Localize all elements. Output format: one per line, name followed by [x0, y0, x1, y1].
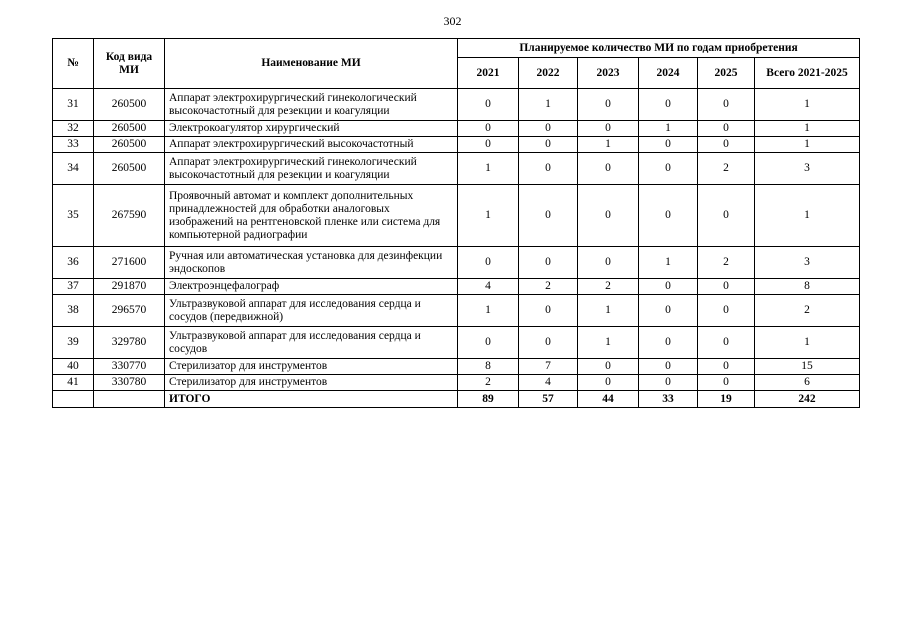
total-value-2025: 19	[698, 391, 755, 408]
row-value-2022: 7	[519, 359, 578, 375]
row-value-2021: 0	[458, 247, 519, 279]
row-value-2023: 0	[578, 153, 639, 185]
table-row	[53, 121, 860, 137]
table-row	[53, 375, 860, 391]
total-value-all: 242	[755, 391, 860, 408]
row-code-cell: 260500	[94, 121, 165, 137]
row-code-cell: 330780	[94, 375, 165, 391]
row-name-cell: Ультразвуковой аппарат для исследования сердца и сосудов (передвижной)	[165, 295, 458, 327]
row-name-cell: Аппарат электрохирургический высокочастотный	[165, 137, 458, 153]
total-value-2021: 89	[458, 391, 519, 408]
row-value-2023: 2	[578, 279, 639, 295]
total-label: ИТОГО	[165, 391, 458, 408]
header-year-2022: 2022	[519, 58, 578, 89]
row-value-2023: 0	[578, 185, 639, 247]
table-row	[53, 153, 860, 185]
row-value-2024: 1	[639, 247, 698, 279]
row-value-2025: 0	[698, 359, 755, 375]
row-value-2021: 2	[458, 375, 519, 391]
row-name-cell: Стерилизатор для инструментов	[165, 359, 458, 375]
row-value-2024: 0	[639, 327, 698, 359]
row-code-cell: 260500	[94, 137, 165, 153]
row-value-2023: 1	[578, 327, 639, 359]
row-code-cell: 260500	[94, 153, 165, 185]
row-value-2022: 0	[519, 327, 578, 359]
row-value-2024: 0	[639, 153, 698, 185]
table-body	[53, 89, 860, 391]
row-value-2022: 4	[519, 375, 578, 391]
row-value-2021: 0	[458, 121, 519, 137]
row-value-2025: 2	[698, 153, 755, 185]
row-value-total: 1	[755, 137, 860, 153]
row-value-2025: 0	[698, 121, 755, 137]
header-year-2024: 2024	[639, 58, 698, 89]
row-code-cell: 329780	[94, 327, 165, 359]
row-value-2021: 0	[458, 327, 519, 359]
total-code-cell	[94, 391, 165, 408]
row-value-2021: 8	[458, 359, 519, 375]
row-value-total: 8	[755, 279, 860, 295]
row-value-2022: 1	[519, 89, 578, 121]
header-year-2025: 2025	[698, 58, 755, 89]
row-code-cell: 296570	[94, 295, 165, 327]
row-value-2024: 0	[639, 359, 698, 375]
row-num-cell: 35	[53, 185, 94, 247]
total-row	[53, 391, 860, 408]
row-value-2024: 0	[639, 295, 698, 327]
row-code-cell: 267590	[94, 185, 165, 247]
row-name-cell: Аппарат электрохирургический гинекологический высокочастотный для резекции и коагуляции	[165, 89, 458, 121]
row-value-2025: 0	[698, 185, 755, 247]
row-value-total: 3	[755, 247, 860, 279]
row-value-2025: 0	[698, 137, 755, 153]
row-value-2024: 0	[639, 185, 698, 247]
row-num-cell: 40	[53, 359, 94, 375]
total-value-2023: 44	[578, 391, 639, 408]
row-num-cell: 34	[53, 153, 94, 185]
row-value-2022: 0	[519, 247, 578, 279]
row-value-2023: 1	[578, 137, 639, 153]
row-value-2023: 0	[578, 247, 639, 279]
row-num-cell: 33	[53, 137, 94, 153]
row-value-2022: 0	[519, 185, 578, 247]
row-num-cell: 36	[53, 247, 94, 279]
row-value-2025: 0	[698, 327, 755, 359]
row-value-2022: 0	[519, 121, 578, 137]
row-value-total: 15	[755, 359, 860, 375]
row-value-total: 3	[755, 153, 860, 185]
row-value-2022: 2	[519, 279, 578, 295]
row-code-cell: 291870	[94, 279, 165, 295]
row-code-cell: 260500	[94, 89, 165, 121]
row-value-2025: 0	[698, 375, 755, 391]
row-value-2023: 0	[578, 121, 639, 137]
total-value-2024: 33	[639, 391, 698, 408]
row-value-2021: 1	[458, 295, 519, 327]
row-name-cell: Электроэнцефалограф	[165, 279, 458, 295]
row-value-2025: 2	[698, 247, 755, 279]
row-name-cell: Проявочный автомат и комплект дополнительных принадлежностей для обработки аналоговых изображений на рентгеновской пленке или система для компьютерной радиографии	[165, 185, 458, 247]
row-num-cell: 38	[53, 295, 94, 327]
row-value-total: 1	[755, 89, 860, 121]
header-num: №	[53, 39, 94, 89]
row-value-total: 2	[755, 295, 860, 327]
row-num-cell: 37	[53, 279, 94, 295]
header-code: Код вида МИ	[94, 39, 165, 89]
row-value-total: 6	[755, 375, 860, 391]
row-name-cell: Электрокоагулятор хирургический	[165, 121, 458, 137]
row-value-2024: 0	[639, 279, 698, 295]
row-num-cell: 39	[53, 327, 94, 359]
header-planned: Планируемое количество МИ по годам приобретения	[458, 39, 860, 58]
page-number: 302	[443, 14, 462, 28]
row-value-2022: 0	[519, 153, 578, 185]
row-num-cell: 31	[53, 89, 94, 121]
table-row	[53, 137, 860, 153]
row-value-total: 1	[755, 121, 860, 137]
row-num-cell: 41	[53, 375, 94, 391]
total-num-cell	[53, 391, 94, 408]
row-name-cell: Ручная или автоматическая установка для дезинфекции эндоскопов	[165, 247, 458, 279]
row-num-cell: 32	[53, 121, 94, 137]
row-value-2025: 0	[698, 89, 755, 121]
row-value-total: 1	[755, 185, 860, 247]
row-value-2025: 0	[698, 279, 755, 295]
row-name-cell: Ультразвуковой аппарат для исследования сердца и сосудов	[165, 327, 458, 359]
row-value-2023: 0	[578, 359, 639, 375]
header-year-2023: 2023	[578, 58, 639, 89]
table-row	[53, 327, 860, 359]
row-value-2023: 1	[578, 295, 639, 327]
row-value-2024: 1	[639, 121, 698, 137]
total-value-2022: 57	[519, 391, 578, 408]
header-total-years: Всего 2021-2025	[755, 58, 860, 89]
row-value-2021: 1	[458, 185, 519, 247]
table-row	[53, 185, 860, 247]
row-value-2022: 0	[519, 295, 578, 327]
row-value-2023: 0	[578, 89, 639, 121]
header-year-2021: 2021	[458, 58, 519, 89]
row-value-2024: 0	[639, 89, 698, 121]
row-value-2025: 0	[698, 295, 755, 327]
row-value-2023: 0	[578, 375, 639, 391]
row-value-2021: 0	[458, 89, 519, 121]
row-name-cell: Стерилизатор для инструментов	[165, 375, 458, 391]
row-name-cell: Аппарат электрохирургический гинекологический высокочастотный для резекции и коагуляции	[165, 153, 458, 185]
row-value-2022: 0	[519, 137, 578, 153]
row-value-2021: 4	[458, 279, 519, 295]
row-value-2024: 0	[639, 375, 698, 391]
row-value-2024: 0	[639, 137, 698, 153]
row-value-2021: 1	[458, 153, 519, 185]
table-row	[53, 89, 860, 121]
medical-equipment-table	[52, 38, 860, 408]
row-value-total: 1	[755, 327, 860, 359]
table-row	[53, 279, 860, 295]
table-row	[53, 247, 860, 279]
table-row	[53, 359, 860, 375]
row-code-cell: 271600	[94, 247, 165, 279]
header-name: Наименование МИ	[165, 39, 458, 89]
table-row	[53, 295, 860, 327]
row-value-2021: 0	[458, 137, 519, 153]
row-code-cell: 330770	[94, 359, 165, 375]
